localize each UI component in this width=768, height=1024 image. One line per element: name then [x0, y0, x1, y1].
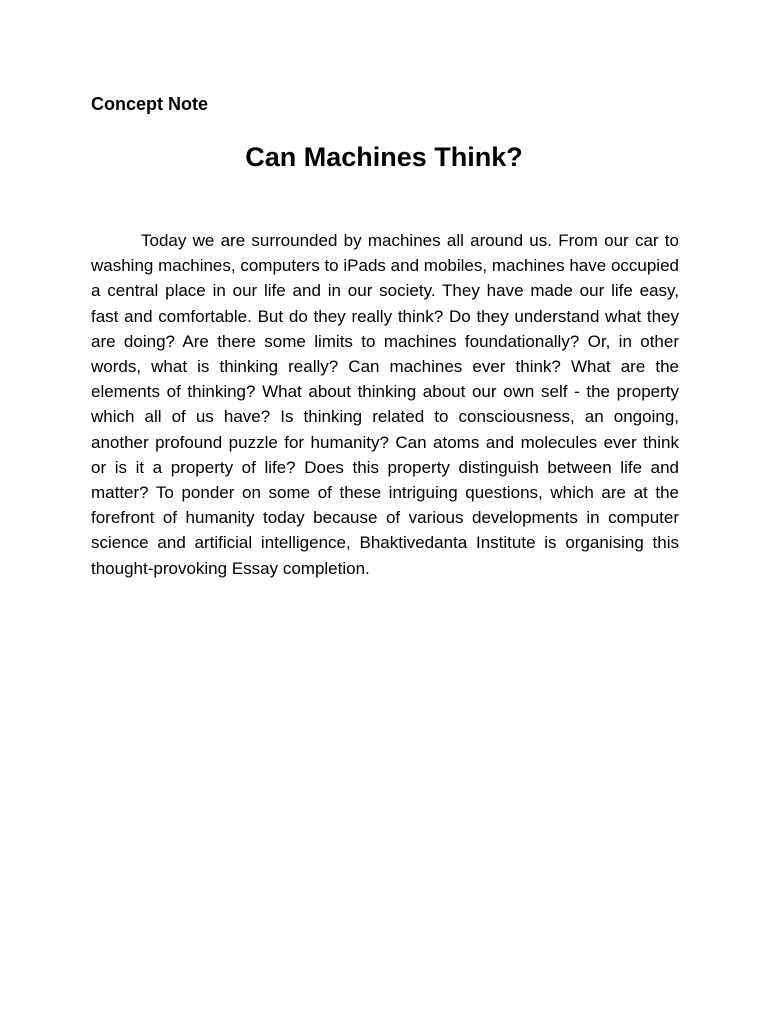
body-paragraph: Today we are surrounded by machines all around us. From our car to washing machines, computers to iPads and mobiles, machines have occupied a central place in our life and in our society. They have made our life easy, fast and comfortable. But do they really think? Do they understand what they are doing? Are there some limits to machines foundationally? Or, in other words, what is thinking really? Can machines ever think? What are the elements of thinking? What about thinking about our own self - the property which all of us have? Is thinking related to consciousness, an ongoing, another profound puzzle for humanity? Can atoms and molecules ever think or is it a property of life? Does this property distinguish between life and matter? To ponder on some of these intriguing questions, which are at the forefront of humanity today because of various developments in computer science and artificial intelligence, Bhaktivedanta Institute is organising this thought-provoking Essay completion. [91, 231, 679, 578]
document-label: Concept Note [91, 94, 208, 114]
document-title: Can Machines Think? [245, 142, 523, 172]
